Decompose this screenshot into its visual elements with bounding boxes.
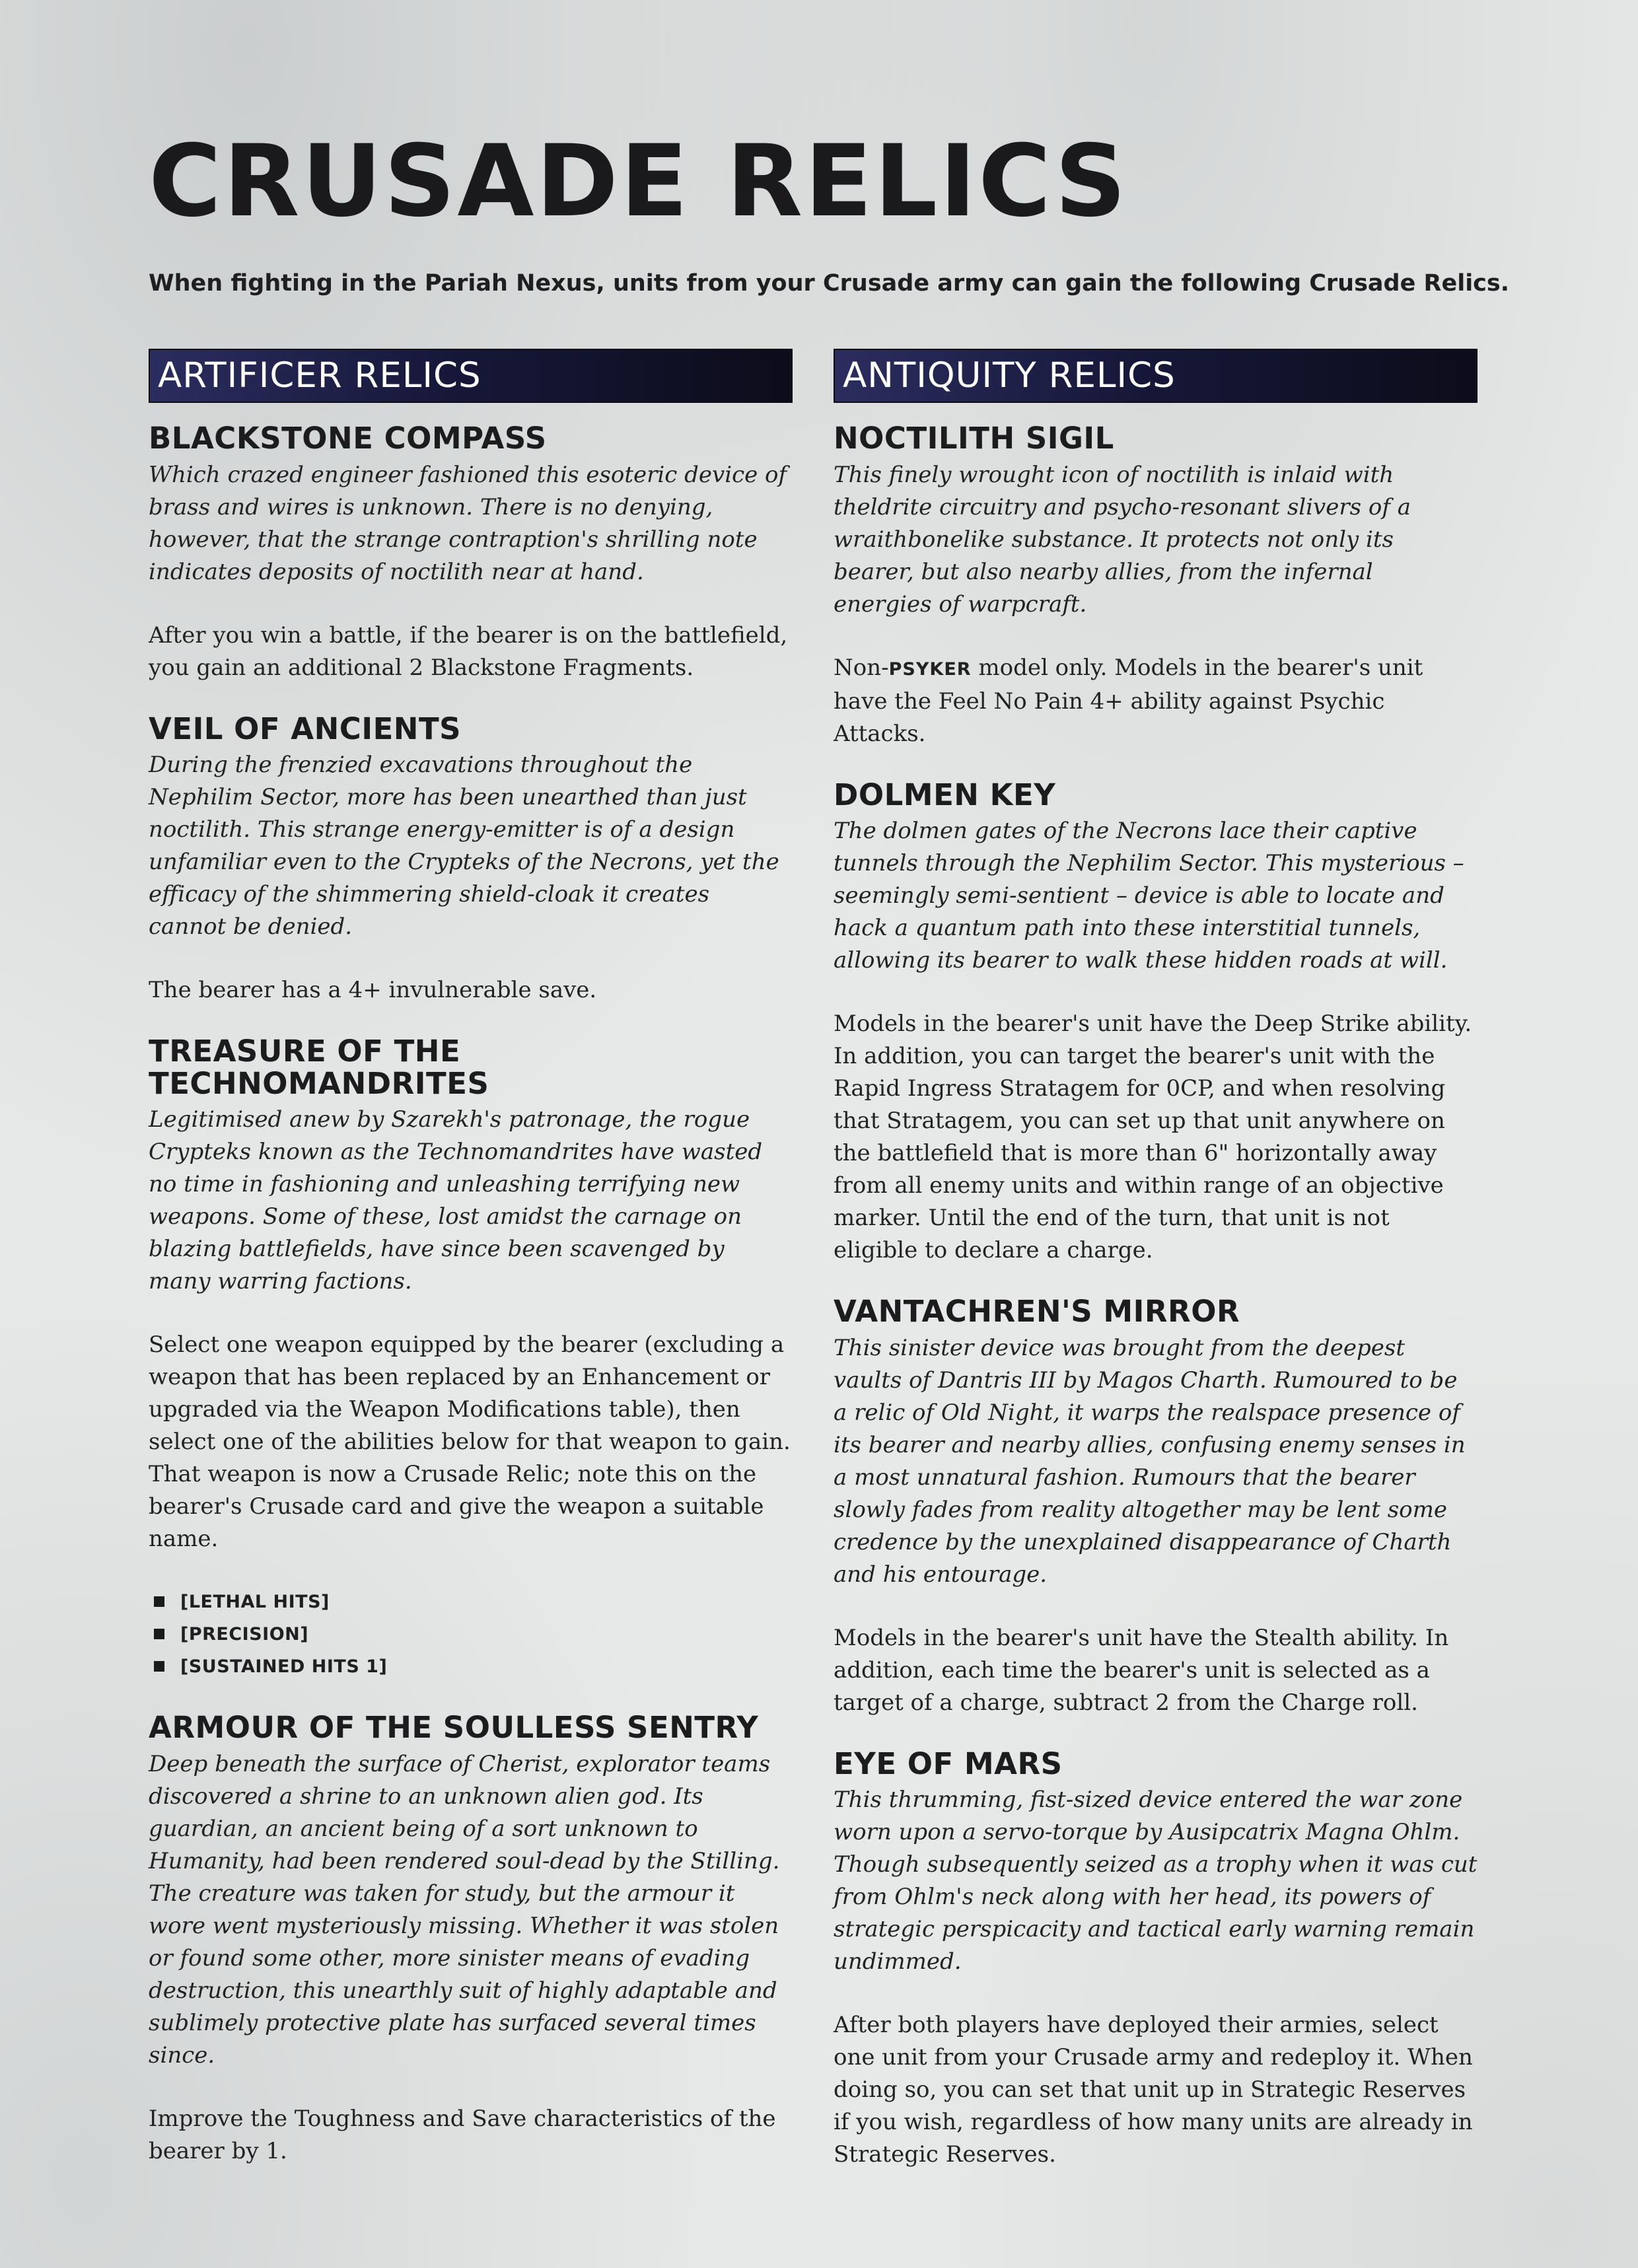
rules-suffix: model only. Models in the bearer's unit have the Feel No Pain 4+ ability against Psychic Attacks.	[834, 654, 1423, 747]
ability-item	[149, 1650, 793, 1683]
relic-lore: Which crazed engineer fashioned this esoteric device of brass and wires is unknown. There is no denying, however, that the strange contraption's shrilling note indicates deposits of noctilith near at hand.	[149, 461, 787, 585]
relic-name: TREASURE OF THE TECHNOMANDRITES	[149, 1034, 489, 1101]
bullet-square-icon	[154, 1629, 164, 1639]
relic-name: NOCTILITH SIGIL	[834, 421, 1114, 456]
ability-item	[149, 1618, 793, 1650]
relic-rules	[834, 652, 1478, 750]
relic-lore: Deep beneath the surface of Cherist, explorator teams discovered a shrine to an unknown alien god. Its guardian, an ancient being of a sort unknown to Humanity, had been rendered soul-dead by the Stilling. The creature was taken for study, but the armour it wore went mysteriously missing. Whether it was stolen or found some other, more sinister means of evading destruction, this unearthly suit of highly adaptable and sublimely protective plate has surfaced several times since.	[149, 1750, 780, 2069]
antiquity-relics-header: ANTIQUITY RELICS	[834, 349, 1478, 403]
page-subtitle: When fighting in the Pariah Nexus, units from your Crusade army can gain the following Crusade Relics.	[149, 270, 1510, 297]
artificer-relics-column	[149, 349, 793, 2197]
relic-blackstone-compass	[149, 423, 793, 684]
page-title: CRUSADE RELICS	[149, 124, 1128, 239]
ability-label: [PRECISION]	[180, 1624, 309, 1645]
ability-item	[149, 1586, 793, 1618]
relic-rules: Improve the Toughness and Save characteristics of the bearer by 1.	[149, 2105, 776, 2164]
relic-lore: Legitimised anew by Szarekh's patronage, the rogue Crypteks known as the Technomandrites have wasted no time in fashioning and unleashing terrifying new weapons. Some of these, lost amidst the carnage on blazing battlefields, have since been scavenged by many warring factions.	[149, 1106, 763, 1295]
psyker-keyword: PSYKER	[888, 658, 972, 680]
relic-rules: The bearer has a 4+ invulnerable save.	[149, 977, 597, 1004]
relic-lore: This finely wrought icon of noctilith is inlaid with theldrite circuitry and psycho-resonant slivers of a wraithbonelike substance. It protects not only its bearer, but also nearby allies, from the infernal energies of warpcraft.	[834, 461, 1411, 618]
relic-treasure-of-the-technomandrites	[149, 1036, 793, 1683]
relic-rules: After both players have deployed their armies, select one unit from your Crusade army and redeploy it. When doing so, you can set that unit up in Strategic Reserves if you wish, regardless of how many units are already in Strategic Reserves.	[834, 2012, 1473, 2168]
relic-lore: The dolmen gates of the Necrons lace their captive tunnels through the Nephilim Sector. This mysterious – seemingly semi-sentient – device is able to locate and hack a quantum path into these interstitial tunnels, allowing its bearer to walk these hidden roads at will.	[834, 818, 1464, 974]
artificer-relics-header: ARTIFICER RELICS	[149, 349, 793, 403]
ability-label: [SUSTAINED HITS 1]	[180, 1656, 388, 1678]
bullet-square-icon	[154, 1661, 164, 1672]
ability-list	[149, 1586, 793, 1683]
relic-eye-of-mars	[834, 1748, 1478, 2172]
rules-prefix: Non-	[834, 654, 889, 681]
relic-rules: Select one weapon equipped by the bearer (excluding a weapon that has been replaced by an Enhancement or upgraded via the Weapon Modifications table), then select one of the abilities below for that weapon to gain. That weapon is now a Crusade Relic; note this on the bearer's Crusade card and give the weapon a suitable name.	[149, 1331, 791, 1553]
relic-name: DOLMEN KEY	[834, 777, 1056, 812]
relic-lore: This thrumming, fist-sized device entered the war zone worn upon a servo-torque by Ausipcatrix Magna Ohlm. Though subsequently seized as a trophy when it was cut from Ohlm's neck along with her head, its powers of strategic perspicacity and tactical early warning remain undimmed.	[834, 1787, 1478, 1975]
relic-armour-of-the-soulless-sentry	[149, 1712, 793, 2168]
relic-rules: After you win a battle, if the bearer is on the battlefield, you gain an additional 2 Blackstone Fragments.	[149, 621, 788, 681]
relic-name: ARMOUR OF THE SOULLESS SENTRY	[149, 1710, 759, 1746]
ability-label: [LETHAL HITS]	[180, 1592, 330, 1613]
relic-name: BLACKSTONE COMPASS	[149, 421, 547, 456]
relic-rules: Models in the bearer's unit have the Deep Strike ability. In addition, you can target the bearer's unit with the Rapid Ingress Stratagem for 0CP, and when resolving that Stratagem, you can set up that unit anywhere on the battlefield that is more than 6" horizontally away from all enemy units and within range of an objective marker. Until the end of the turn, that unit is not eligible to declare a charge.	[834, 1010, 1472, 1264]
antiquity-relics-column	[834, 349, 1478, 2200]
relic-name: EYE OF MARS	[834, 1746, 1063, 1781]
relic-lore: During the frenzied excavations throughout the Nephilim Sector, more has been unearthed than just noctilith. This strange energy-emitter is of a design unfamiliar even to the Crypteks of the Necrons, yet the efficacy of the shimmering shield-cloak it creates cannot be denied.	[149, 752, 779, 940]
relic-name: VEIL OF ANCIENTS	[149, 711, 462, 746]
relic-noctilith-sigil	[834, 423, 1478, 750]
relic-dolmen-key	[834, 779, 1478, 1267]
relic-veil-of-ancients	[149, 713, 793, 1007]
relic-vantachrens-mirror	[834, 1296, 1478, 1719]
bullet-square-icon	[154, 1596, 164, 1607]
relic-rules: Models in the bearer's unit have the Stealth ability. In addition, each time the bearer's unit is selected as a target of a charge, subtract 2 from the Charge roll.	[834, 1624, 1449, 1716]
relic-lore: This sinister device was brought from the deepest vaults of Dantris III by Magos Charth. Rumoured to be a relic of Old Night, it warps the realspace presence of its bearer and nearby allies, confusing enemy senses in a most unnatural fashion. Rumours that the bearer slowly fades from reality altogether may be lent some credence by the unexplained disappearance of Charth and his entourage.	[834, 1334, 1466, 1588]
relic-name: VANTACHREN'S MIRROR	[834, 1294, 1240, 1329]
